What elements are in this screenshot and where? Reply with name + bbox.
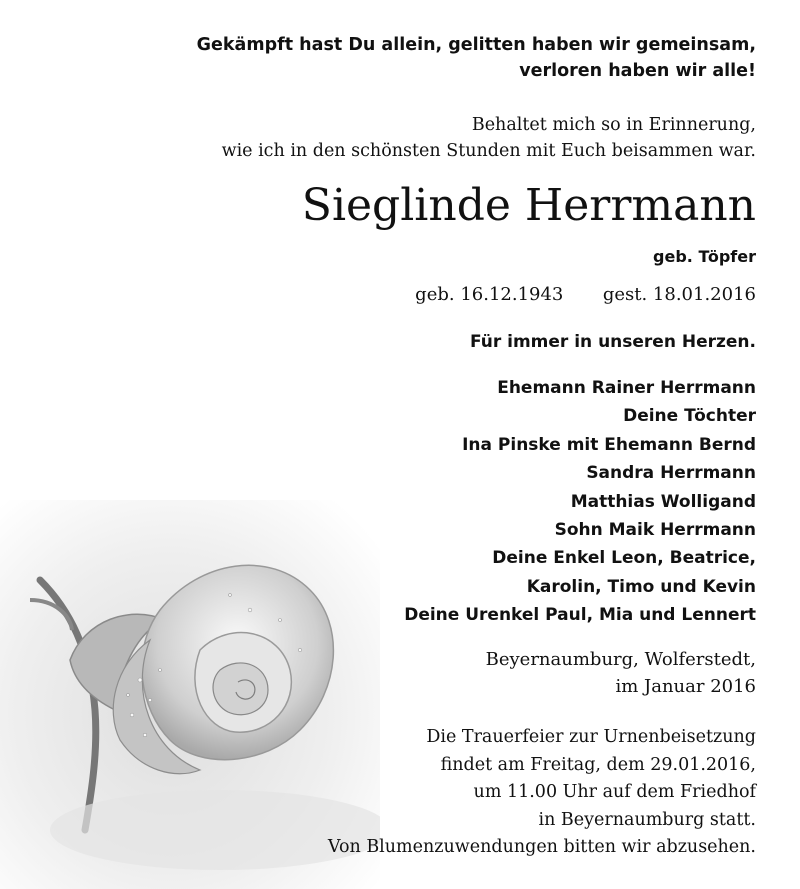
funeral-line: Von Blumenzuwendungen bitten wir abzusehen. bbox=[327, 837, 756, 857]
mourner-line: Deine Enkel Leon, Beatrice, bbox=[492, 548, 756, 569]
place-line: Beyernaumburg, Wolferstedt, bbox=[485, 649, 756, 670]
birth-date: geb. 16.12.1943 bbox=[415, 284, 564, 305]
mourner-line: Ehemann Rainer Herrmann bbox=[497, 378, 756, 398]
funeral-line: in Beyernaumburg statt. bbox=[538, 809, 756, 830]
motto: Für immer in unseren Herzen. bbox=[469, 332, 756, 352]
mourner-line: Matthias Wolligand bbox=[570, 491, 756, 512]
quote-memory-line-2: wie ich in den schönsten Stunden mit Euch beisammen war. bbox=[221, 141, 756, 161]
mourner-line: Deine Töchter bbox=[623, 406, 756, 427]
date-line: im Januar 2016 bbox=[615, 676, 756, 697]
maiden-name: geb. Töpfer bbox=[653, 247, 756, 266]
quote-memory bbox=[222, 112, 756, 164]
mourner-line: Karolin, Timo und Kevin bbox=[526, 576, 756, 597]
quote-top bbox=[197, 32, 756, 84]
funeral-info bbox=[328, 724, 756, 862]
mourner-line: Sandra Herrmann bbox=[586, 463, 756, 484]
life-dates bbox=[415, 282, 756, 308]
mourner-line: Deine Urenkel Paul, Mia und Lennert bbox=[404, 605, 756, 626]
funeral-line: Die Trauerfeier zur Urnenbeisetzung bbox=[426, 727, 756, 747]
mourner-line: Sohn Maik Herrmann bbox=[554, 520, 756, 541]
quote-top-line-2: verloren haben wir alle! bbox=[519, 61, 756, 81]
funeral-line: findet am Freitag, dem 29.01.2016, bbox=[440, 754, 756, 775]
place-date bbox=[486, 646, 756, 700]
mourner-line: Ina Pinske mit Ehemann Bernd bbox=[462, 434, 756, 455]
mourners-list bbox=[404, 374, 756, 630]
quote-top-line-1: Gekämpft hast Du allein, gelitten haben wir gemeinsam, bbox=[196, 35, 756, 55]
funeral-line: um 11.00 Uhr auf dem Friedhof bbox=[473, 782, 756, 802]
rose-image bbox=[0, 500, 380, 889]
death-date: gest. 18.01.2016 bbox=[602, 284, 756, 305]
quote-memory-line-1: Behaltet mich so in Erinnerung, bbox=[471, 115, 756, 135]
deceased-name: Sieglinde Herrmann bbox=[301, 180, 756, 231]
